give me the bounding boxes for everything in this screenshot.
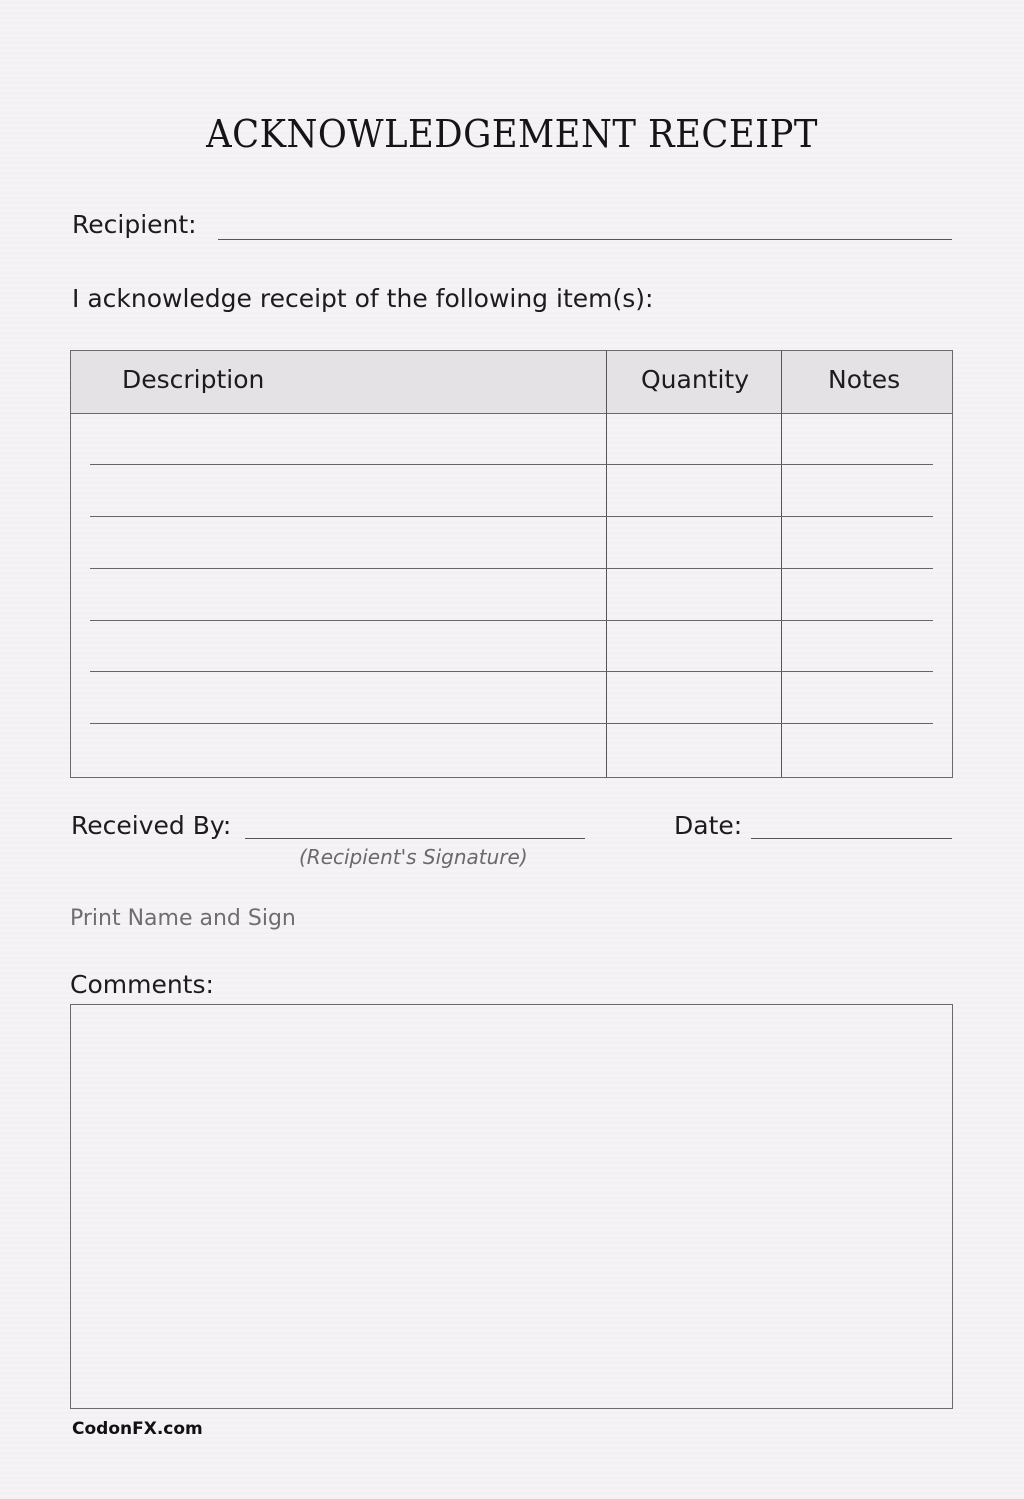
table-row-6-notes[interactable]: [781, 672, 953, 724]
footer-brand: CodonFX.com: [72, 1419, 203, 1439]
table-row-5-notes[interactable]: [781, 621, 953, 673]
items-table: [70, 350, 953, 778]
table-row-4-description[interactable]: [71, 569, 606, 621]
table-row-7-quantity[interactable]: [606, 724, 781, 777]
column-header-notes: Notes: [828, 365, 901, 394]
table-row-4-quantity[interactable]: [606, 569, 781, 621]
table-row-2-notes[interactable]: [781, 465, 953, 517]
date-field[interactable]: [751, 838, 952, 839]
recipient-field[interactable]: [218, 239, 952, 240]
column-header-quantity: Quantity: [641, 365, 750, 394]
table-row-7-description[interactable]: [71, 724, 606, 777]
table-row-5-quantity[interactable]: [606, 621, 781, 673]
comments-label: Comments:: [70, 970, 214, 999]
recipient-label: Recipient:: [72, 210, 197, 239]
acknowledgement-text: I acknowledge receipt of the following item(s):: [72, 284, 654, 313]
table-row-3-notes[interactable]: [781, 517, 953, 569]
date-label: Date:: [674, 811, 743, 840]
comments-box[interactable]: [70, 1004, 953, 1409]
received-by-signature-field[interactable]: [245, 838, 585, 839]
table-row-1-notes[interactable]: [781, 413, 953, 465]
table-row-1-quantity[interactable]: [606, 413, 781, 465]
table-row-7-notes[interactable]: [781, 724, 953, 777]
table-header: [71, 351, 952, 414]
signature-hint: (Recipient's Signature): [299, 845, 528, 869]
table-row-5-description[interactable]: [71, 621, 606, 673]
column-header-description: Description: [122, 365, 265, 394]
table-row-1-description[interactable]: [71, 413, 606, 465]
table-row-3-description[interactable]: [71, 517, 606, 569]
table-row-2-quantity[interactable]: [606, 465, 781, 517]
print-name-instruction: Print Name and Sign: [70, 906, 296, 931]
document-title: ACKNOWLEDGEMENT RECEIPT: [206, 112, 818, 156]
received-by-label: Received By:: [71, 811, 232, 840]
table-row-6-quantity[interactable]: [606, 672, 781, 724]
table-row-3-quantity[interactable]: [606, 517, 781, 569]
table-row-2-description[interactable]: [71, 465, 606, 517]
table-row-6-description[interactable]: [71, 672, 606, 724]
table-row-4-notes[interactable]: [781, 569, 953, 621]
